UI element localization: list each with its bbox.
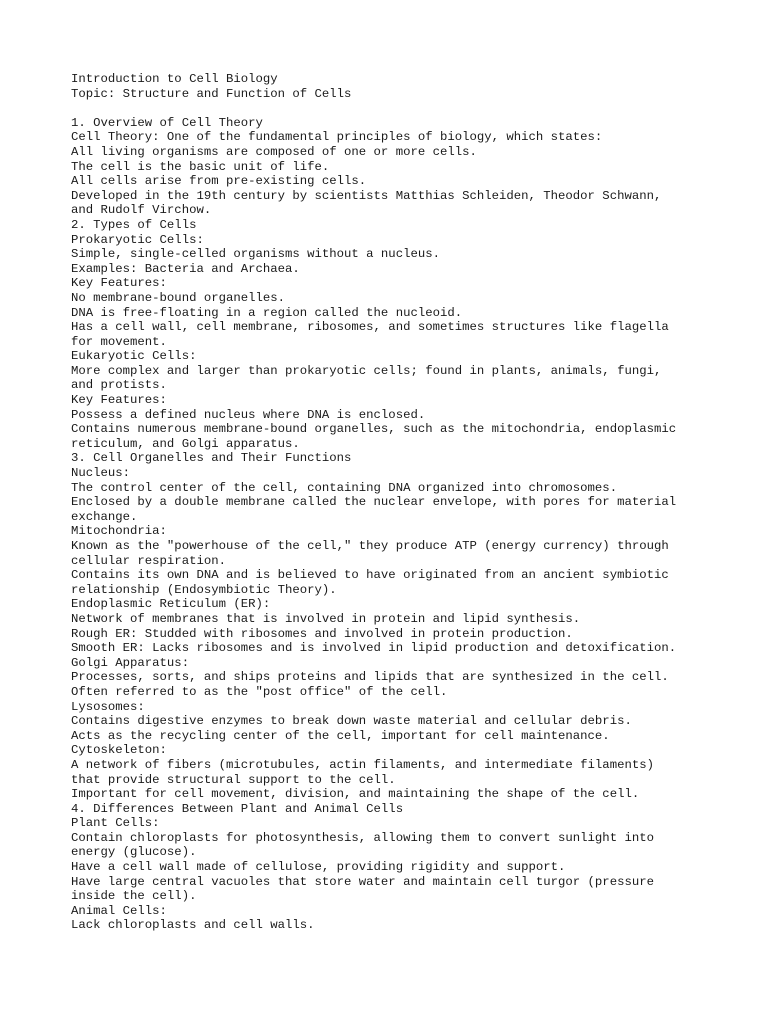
text-line: and protists.: [71, 378, 167, 393]
text-line: Golgi Apparatus:: [71, 655, 190, 670]
text-line: 3. Cell Organelles and Their Functions: [71, 451, 352, 466]
text-line: that provide structural support to the cell.: [71, 772, 396, 787]
text-line: Processes, sorts, and ships proteins and lipids that are synthesized in the cell.: [71, 670, 669, 685]
text-line: Have a cell wall made of cellulose, providing rigidity and support.: [71, 860, 566, 875]
text-line: Enclosed by a double membrane called the nuclear envelope, with pores for material: [71, 495, 677, 510]
text-line: Lysosomes:: [71, 699, 145, 714]
text-line: Nucleus:: [71, 466, 131, 481]
text-line: 1. Overview of Cell Theory: [71, 115, 263, 130]
text-line: Acts as the recycling center of the cell, important for cell maintenance.: [71, 728, 610, 743]
text-line: Eukaryotic Cells:: [71, 349, 197, 364]
text-line: reticulum, and Golgi apparatus.: [71, 436, 300, 451]
text-line: Contain chloroplasts for photosynthesis, allowing them to convert sunlight into: [71, 830, 654, 845]
text-line: Have large central vacuoles that store water and maintain cell turgor (pressure: [71, 874, 654, 889]
text-line: Rough ER: Studded with ribosomes and involved in protein production.: [71, 626, 573, 641]
text-line: Key Features:: [71, 393, 167, 408]
text-line: Network of membranes that is involved in protein and lipid synthesis.: [71, 611, 581, 626]
text-line: Topic: Structure and Function of Cells: [71, 86, 352, 101]
text-line: All cells arise from pre-existing cells.: [71, 174, 367, 189]
text-line: 4. Differences Between Plant and Animal Cells: [71, 801, 404, 816]
text-line: Mitochondria:: [71, 524, 167, 539]
blank-line: [71, 101, 711, 116]
text-line: Known as the "powerhouse of the cell," they produce ATP (energy currency) through: [71, 539, 669, 553]
text-line: Cell Theory: One of the fundamental principles of biology, which states:: [71, 130, 603, 145]
text-line: Lack chloroplasts and cell walls.: [71, 918, 315, 933]
text-line: for movement.: [71, 334, 167, 349]
text-line: Has a cell wall, cell membrane, ribosomes, and sometimes structures like flagella: [71, 320, 669, 335]
text-line: Often referred to as the "post office" of the cell.: [71, 684, 448, 699]
text-line: The cell is the basic unit of life.: [71, 159, 330, 174]
text-line: More complex and larger than prokaryotic cells; found in plants, animals, fungi,: [71, 363, 662, 378]
text-line: Smooth ER: Lacks ribosomes and is involved in lipid production and detoxification.: [71, 641, 677, 656]
text-line: Endoplasmic Reticulum (ER):: [71, 597, 271, 612]
text-line: No membrane-bound organelles.: [71, 290, 286, 305]
text-line: All living organisms are composed of one or more cells.: [71, 144, 477, 159]
text-line: Contains numerous membrane-bound organelles, such as the mitochondria, endoplasmic: [71, 422, 677, 437]
text-line: Introduction to Cell Biology: [71, 72, 278, 86]
text-line: The control center of the cell, containing DNA organized into chromosomes.: [71, 480, 618, 495]
text-line: exchange.: [71, 509, 138, 524]
text-line: Key Features:: [71, 276, 167, 291]
text-line: and Rudolf Virchow.: [71, 203, 212, 218]
text-line: inside the cell).: [71, 889, 197, 904]
text-line: Examples: Bacteria and Archaea.: [71, 261, 300, 276]
text-line: Prokaryotic Cells:: [71, 232, 204, 247]
text-line: energy (glucose).: [71, 845, 197, 860]
text-line: cellular respiration.: [71, 553, 226, 568]
text-line: Plant Cells:: [71, 816, 160, 831]
text-line: Contains its own DNA and is believed to have originated from an ancient symbiotic: [71, 568, 669, 583]
document-body: [71, 72, 711, 933]
text-line: Contains digestive enzymes to break down waste material and cellular debris.: [71, 714, 632, 729]
text-line: DNA is free-floating in a region called the nucleoid.: [71, 305, 463, 320]
text-line: relationship (Endosymbiotic Theory).: [71, 582, 337, 597]
text-line: Possess a defined nucleus where DNA is enclosed.: [71, 407, 426, 422]
text-line: 2. Types of Cells: [71, 217, 197, 232]
text-line: Important for cell movement, division, and maintaining the shape of the cell.: [71, 787, 640, 802]
text-line: Simple, single-celled organisms without a nucleus.: [71, 247, 440, 262]
text-line: Developed in the 19th century by scientists Matthias Schleiden, Theodor Schwann,: [71, 188, 662, 203]
text-line: Animal Cells:: [71, 903, 167, 918]
text-line: A network of fibers (microtubules, actin filaments, and intermediate filaments): [71, 757, 654, 772]
text-line: Cytoskeleton:: [71, 743, 167, 758]
